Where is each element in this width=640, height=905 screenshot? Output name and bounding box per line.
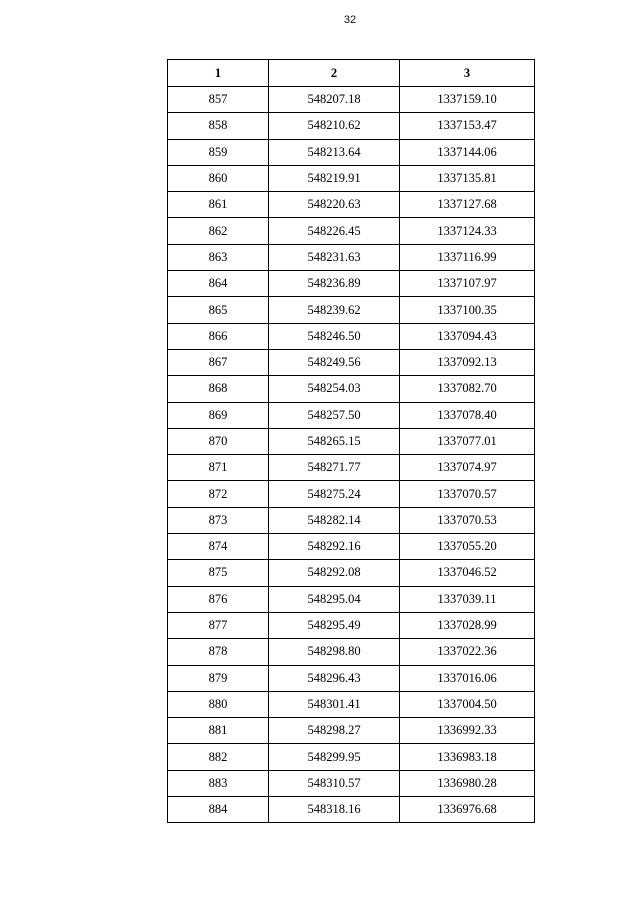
column-1-cell: 872 [168, 481, 269, 507]
column-3-cell: 1337046.52 [400, 560, 535, 586]
column-2-cell: 548275.24 [269, 481, 400, 507]
column-2-cell: 548318.16 [269, 797, 400, 823]
column-1-cell: 862 [168, 218, 269, 244]
column-3-cell: 1336983.18 [400, 744, 535, 770]
column-2-cell: 548282.14 [269, 507, 400, 533]
column-2-cell: 548295.49 [269, 612, 400, 638]
column-1-cell: 864 [168, 271, 269, 297]
column-3-cell: 1337144.06 [400, 139, 535, 165]
column-1-cell: 883 [168, 770, 269, 796]
column-3-cell: 1337116.99 [400, 244, 535, 270]
table-row [168, 376, 535, 402]
column-2-cell: 548246.50 [269, 323, 400, 349]
table-row [168, 534, 535, 560]
column-2-cell: 548292.16 [269, 534, 400, 560]
table-row [168, 639, 535, 665]
column-1-cell: 880 [168, 691, 269, 717]
column-2-cell: 548226.45 [269, 218, 400, 244]
table-row [168, 718, 535, 744]
header-column-2: 2 [269, 60, 400, 87]
table-row [168, 691, 535, 717]
column-1-cell: 861 [168, 192, 269, 218]
column-3-cell: 1337070.57 [400, 481, 535, 507]
table-row [168, 507, 535, 533]
table-row [168, 586, 535, 612]
column-1-cell: 859 [168, 139, 269, 165]
header-row [168, 60, 535, 87]
column-3-cell: 1337159.10 [400, 87, 535, 113]
column-2-cell: 548310.57 [269, 770, 400, 796]
table-row [168, 612, 535, 638]
table-row [168, 113, 535, 139]
column-3-cell: 1336992.33 [400, 718, 535, 744]
column-3-cell: 1337094.43 [400, 323, 535, 349]
table-row [168, 271, 535, 297]
column-2-cell: 548220.63 [269, 192, 400, 218]
table-row [168, 665, 535, 691]
column-3-cell: 1337082.70 [400, 376, 535, 402]
column-2-cell: 548299.95 [269, 744, 400, 770]
column-2-cell: 548249.56 [269, 349, 400, 375]
column-1-cell: 871 [168, 455, 269, 481]
column-1-cell: 884 [168, 797, 269, 823]
column-1-cell: 858 [168, 113, 269, 139]
table-header [168, 60, 535, 87]
column-1-cell: 857 [168, 87, 269, 113]
column-1-cell: 869 [168, 402, 269, 428]
table-row [168, 797, 535, 823]
column-2-cell: 548236.89 [269, 271, 400, 297]
column-3-cell: 1337077.01 [400, 428, 535, 454]
table-row [168, 87, 535, 113]
column-3-cell: 1336976.68 [400, 797, 535, 823]
header-column-1: 1 [168, 60, 269, 87]
column-3-cell: 1337055.20 [400, 534, 535, 560]
table-row [168, 455, 535, 481]
column-3-cell: 1337039.11 [400, 586, 535, 612]
column-2-cell: 548298.27 [269, 718, 400, 744]
column-3-cell: 1337022.36 [400, 639, 535, 665]
table-row [168, 770, 535, 796]
header-column-3: 3 [400, 60, 535, 87]
column-3-cell: 1337078.40 [400, 402, 535, 428]
column-3-cell: 1337016.06 [400, 665, 535, 691]
column-2-cell: 548292.08 [269, 560, 400, 586]
column-1-cell: 873 [168, 507, 269, 533]
table-row [168, 244, 535, 270]
column-1-cell: 874 [168, 534, 269, 560]
column-1-cell: 881 [168, 718, 269, 744]
column-2-cell: 548231.63 [269, 244, 400, 270]
table-row [168, 560, 535, 586]
column-1-cell: 860 [168, 165, 269, 191]
column-1-cell: 882 [168, 744, 269, 770]
table-body [168, 87, 535, 823]
column-2-cell: 548213.64 [269, 139, 400, 165]
column-1-cell: 867 [168, 349, 269, 375]
column-2-cell: 548271.77 [269, 455, 400, 481]
column-2-cell: 548207.18 [269, 87, 400, 113]
column-3-cell: 1337124.33 [400, 218, 535, 244]
column-2-cell: 548301.41 [269, 691, 400, 717]
column-1-cell: 879 [168, 665, 269, 691]
column-2-cell: 548257.50 [269, 402, 400, 428]
column-3-cell: 1337074.97 [400, 455, 535, 481]
table-row [168, 139, 535, 165]
table-row [168, 402, 535, 428]
column-1-cell: 876 [168, 586, 269, 612]
column-2-cell: 548295.04 [269, 586, 400, 612]
table-row [168, 165, 535, 191]
table-row [168, 428, 535, 454]
column-3-cell: 1337070.53 [400, 507, 535, 533]
column-1-cell: 875 [168, 560, 269, 586]
column-3-cell: 1336980.28 [400, 770, 535, 796]
column-2-cell: 548298.80 [269, 639, 400, 665]
table-row [168, 192, 535, 218]
column-3-cell: 1337028.99 [400, 612, 535, 638]
column-3-cell: 1337107.97 [400, 271, 535, 297]
table-row [168, 481, 535, 507]
column-1-cell: 865 [168, 297, 269, 323]
column-1-cell: 878 [168, 639, 269, 665]
column-3-cell: 1337092.13 [400, 349, 535, 375]
page-number: 32 [343, 14, 357, 26]
table-row [168, 349, 535, 375]
column-3-cell: 1337127.68 [400, 192, 535, 218]
table-row [168, 323, 535, 349]
column-2-cell: 548265.15 [269, 428, 400, 454]
column-1-cell: 877 [168, 612, 269, 638]
column-1-cell: 870 [168, 428, 269, 454]
data-table [167, 59, 535, 823]
table-row [168, 218, 535, 244]
column-3-cell: 1337153.47 [400, 113, 535, 139]
column-2-cell: 548254.03 [269, 376, 400, 402]
column-2-cell: 548210.62 [269, 113, 400, 139]
table-row [168, 744, 535, 770]
table-row [168, 297, 535, 323]
column-1-cell: 866 [168, 323, 269, 349]
column-1-cell: 863 [168, 244, 269, 270]
column-2-cell: 548296.43 [269, 665, 400, 691]
column-1-cell: 868 [168, 376, 269, 402]
column-3-cell: 1337135.81 [400, 165, 535, 191]
column-2-cell: 548219.91 [269, 165, 400, 191]
column-2-cell: 548239.62 [269, 297, 400, 323]
column-3-cell: 1337004.50 [400, 691, 535, 717]
column-3-cell: 1337100.35 [400, 297, 535, 323]
